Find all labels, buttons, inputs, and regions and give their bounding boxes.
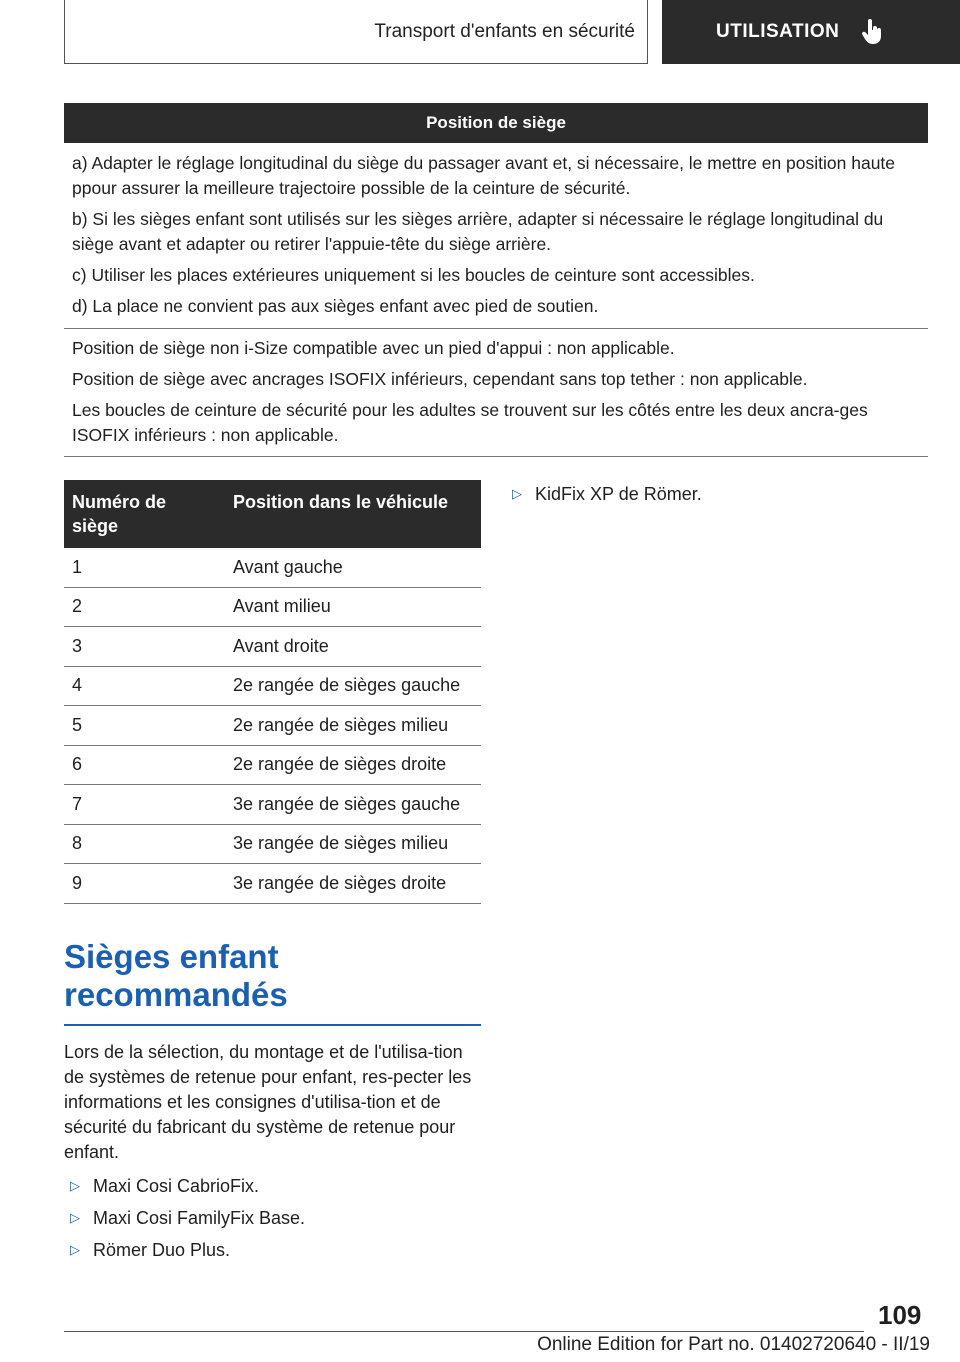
seat-position: 2e rangée de sièges milieu bbox=[225, 706, 481, 746]
header-section-label: Transport d'enfants en sécurité bbox=[374, 20, 635, 42]
banner-title: Position de siège bbox=[426, 113, 566, 132]
triangle-right-icon: ▷ bbox=[70, 1210, 80, 1225]
table-row bbox=[64, 587, 481, 627]
list-item-label: Römer Duo Plus. bbox=[93, 1239, 231, 1260]
seat-number: 6 bbox=[64, 745, 225, 785]
note-b: b) Si les sièges enfant sont utilisés sur les sièges arrière, adapter si nécessaire le réglage longitudinal du siège avant et adapter ou retirer l'appuie-tête du siège arrière. bbox=[72, 209, 884, 254]
header-chapter-tab[interactable] bbox=[662, 0, 960, 64]
divider bbox=[64, 456, 928, 457]
seat-position: 2e rangée de sièges droite bbox=[225, 745, 481, 785]
triangle-right-icon: ▷ bbox=[70, 1178, 80, 1193]
list-item-label: Maxi Cosi CabrioFix. bbox=[93, 1175, 260, 1196]
triangle-right-icon: ▷ bbox=[512, 486, 522, 501]
seat-number: 8 bbox=[64, 824, 225, 864]
table-row bbox=[64, 706, 481, 746]
seat-position: Avant droite bbox=[225, 627, 481, 667]
table-row bbox=[64, 548, 481, 587]
seat-position: Avant milieu bbox=[225, 587, 481, 627]
table-row bbox=[64, 627, 481, 667]
seat-position: 3e rangée de sièges milieu bbox=[225, 824, 481, 864]
seat-number: 2 bbox=[64, 587, 225, 627]
section-heading: Sièges enfant recommandés bbox=[64, 938, 481, 1026]
applicability-line-3: Les boucles de ceinture de sécurité pour les adultes se trouvent sur les côtés entre les deux ancra-ges ISOFIX inférieurs : non applicable. bbox=[72, 400, 868, 445]
table-header-row bbox=[64, 480, 481, 548]
seat-number: 5 bbox=[64, 706, 225, 746]
pointing-hand-icon bbox=[861, 19, 883, 45]
table-row bbox=[64, 785, 481, 825]
list-item-label: KidFix XP de Römer. bbox=[535, 483, 702, 504]
applicability-line-1: Position de siège non i-Size compatible avec un pied d'appui : non applicable. bbox=[72, 338, 675, 358]
header-vehicle-position: Position dans le véhicule bbox=[225, 480, 481, 548]
list-item-label: Maxi Cosi FamilyFix Base. bbox=[93, 1207, 306, 1228]
edition-footer: Online Edition for Part no. 01402720640 - II/19 bbox=[537, 1334, 930, 1355]
header-section-title bbox=[64, 0, 648, 64]
recommended-seats-list bbox=[64, 1170, 481, 1266]
note-d: d) La place ne convient pas aux sièges enfant avec pied de soutien. bbox=[72, 296, 599, 316]
applicability-block bbox=[64, 336, 928, 454]
seat-number: 3 bbox=[64, 627, 225, 667]
footer-divider bbox=[64, 1331, 864, 1332]
seat-position: 3e rangée de sièges droite bbox=[225, 864, 481, 904]
seat-number: 9 bbox=[64, 864, 225, 904]
recommended-seats-list-continued bbox=[506, 478, 926, 510]
seat-position: 2e rangée de sièges gauche bbox=[225, 666, 481, 706]
list-item bbox=[64, 1170, 481, 1202]
notes-block bbox=[64, 151, 928, 325]
seat-number: 7 bbox=[64, 785, 225, 825]
page-number: 109 bbox=[878, 1300, 922, 1330]
table-row bbox=[64, 745, 481, 785]
header-seat-number: Numéro de siège bbox=[64, 480, 225, 548]
applicability-line-2: Position de siège avec ancrages ISOFIX inférieurs, cependant sans top tether : non applicable. bbox=[72, 369, 808, 389]
seat-position-table bbox=[64, 480, 481, 904]
seat-position: 3e rangée de sièges gauche bbox=[225, 785, 481, 825]
divider bbox=[64, 328, 928, 329]
table-row bbox=[64, 824, 481, 864]
table-row bbox=[64, 666, 481, 706]
list-item bbox=[64, 1202, 481, 1234]
seat-position-banner bbox=[64, 103, 928, 143]
table-row bbox=[64, 864, 481, 904]
seat-number: 1 bbox=[64, 548, 225, 587]
triangle-right-icon: ▷ bbox=[70, 1242, 80, 1257]
list-item bbox=[64, 1234, 481, 1266]
seat-number: 4 bbox=[64, 666, 225, 706]
header-chapter-label: UTILISATION bbox=[716, 21, 840, 42]
note-c: c) Utiliser les places extérieures uniquement si les boucles de ceinture sont accessibles. bbox=[72, 265, 755, 285]
seat-position: Avant gauche bbox=[225, 548, 481, 587]
section-intro: Lors de la sélection, du montage et de l'utilisa-tion de systèmes de retenue pour enfant, res-pecter les informations et les consignes d'utilisa-tion et de sécurité du fabricant du système de retenue pour enfant. bbox=[64, 1042, 472, 1162]
list-item bbox=[506, 478, 926, 510]
note-a: a) Adapter le réglage longitudinal du siège du passager avant et, si nécessaire, le mettre en position haute ppour assurer la meilleure trajectoire possible de la ceinture de sécurité. bbox=[72, 153, 896, 198]
